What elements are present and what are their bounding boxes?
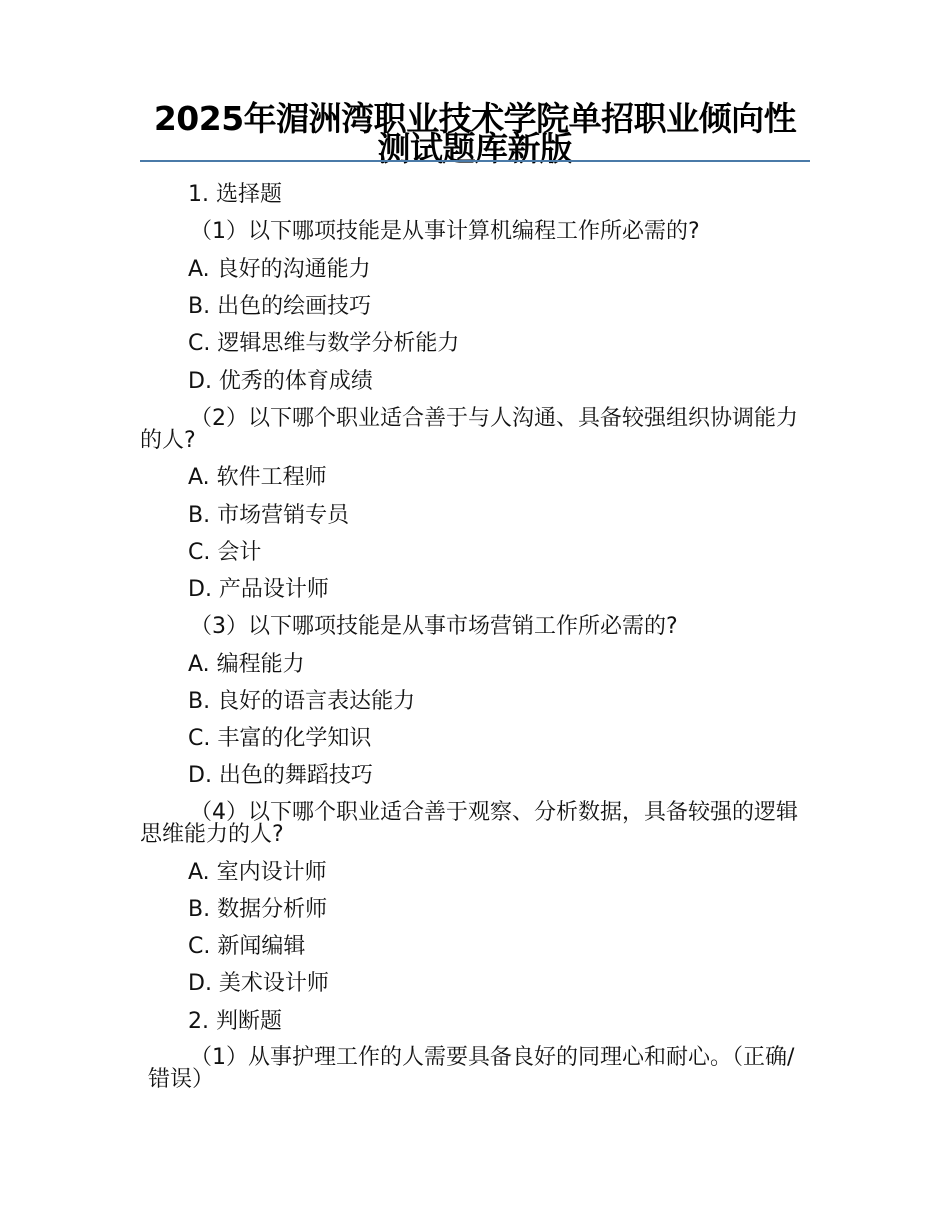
- page-title: 2025年湄洲湾职业技术学院单招职业倾向性测试题库新版: [153, 99, 797, 168]
- section-heading-choice: 1. 选择题: [188, 182, 282, 207]
- section-heading-judge: 2. 判断题: [188, 1009, 282, 1034]
- question-stem: （1）从事护理工作的人需要具备良好的同理心和耐心。（正确/错误）: [148, 1045, 795, 1092]
- question-stem: （2）以下哪个职业适合善于与人沟通、具备较强组织协调能力的人?: [140, 406, 798, 453]
- question-option: C. 新闻编辑: [188, 934, 306, 959]
- question-option: D. 出色的舞蹈技巧: [188, 763, 373, 788]
- question-option: D. 优秀的体育成绩: [188, 369, 373, 394]
- question-stem: （3）以下哪项技能是从事市场营销工作所必需的?: [190, 614, 678, 639]
- question-option: A. 室内设计师: [188, 860, 327, 885]
- question-option: B. 数据分析师: [188, 897, 328, 922]
- question-option: D. 美术设计师: [188, 971, 329, 996]
- question-option: A. 良好的沟通能力: [188, 257, 371, 282]
- question-option: A. 软件工程师: [188, 465, 327, 490]
- question-stem: （4）以下哪个职业适合善于观察、分析数据，具备较强的逻辑思维能力的人?: [140, 800, 798, 847]
- question-option: D. 产品设计师: [188, 577, 329, 602]
- question-option: B. 出色的绘画技巧: [188, 294, 372, 319]
- question-option: B. 市场营销专员: [188, 503, 350, 528]
- question-option: B. 良好的语言表达能力: [188, 689, 416, 714]
- question-option: A. 编程能力: [188, 652, 305, 677]
- question-option: C. 丰富的化学知识: [188, 726, 372, 751]
- title-underline: [140, 160, 810, 162]
- question-stem: （1）以下哪项技能是从事计算机编程工作所必需的?: [190, 219, 700, 244]
- question-option: C. 会计: [188, 540, 262, 565]
- question-option: C. 逻辑思维与数学分析能力: [188, 331, 460, 356]
